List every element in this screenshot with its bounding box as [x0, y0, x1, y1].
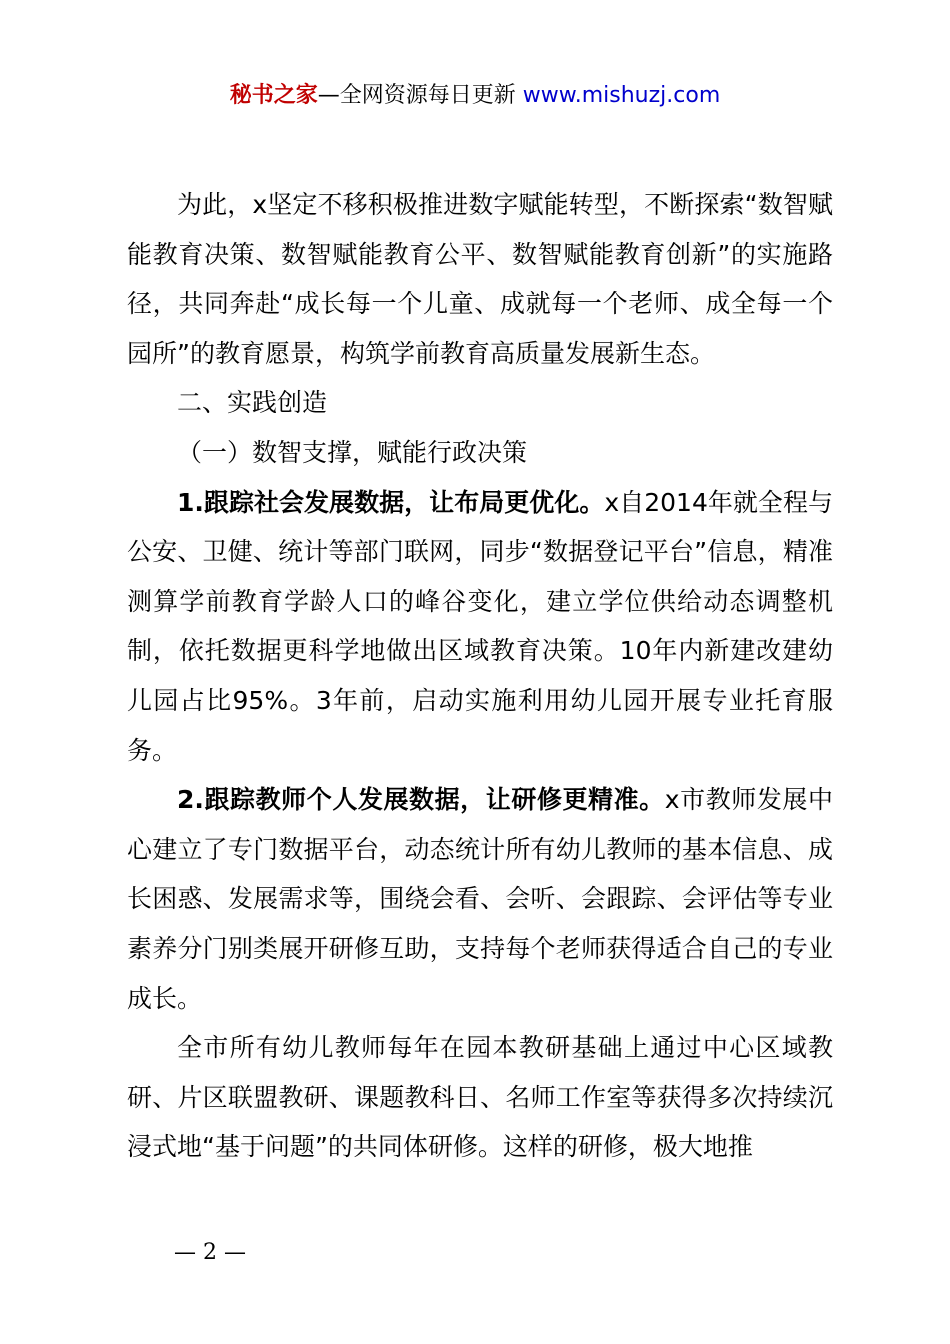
subsection-heading: （一）数智支撑，赋能行政决策 [177, 437, 528, 467]
paragraph: 2.跟踪教师个人发展数据，让研修更精准。x市教师发展中心建立了专门数据平台，动态统计所有幼儿教师的基本信息、成长困惑、发展需求等，围绕会看、会听、会跟踪、会评估等专业素养分门别类展开研修互助，支持每个老师获得适合自己的专业成长。 [127, 785, 833, 1013]
section-heading: 二、实践创造 [177, 388, 328, 418]
paragraph-lead: 2.跟踪教师个人发展数据，让研修更精准。 [177, 785, 665, 815]
paragraph: 全市所有幼儿教师每年在园本教研基础上通过中心区域教研、片区联盟教研、课题教科日、名师工作室等获得多次持续沉浸式地“基于问题”的共同体研修。这样的研修，极大地推 [127, 1033, 833, 1162]
site-brand: 秘书之家 [229, 83, 318, 108]
document-body [127, 180, 833, 1172]
page-number: — 2 — [174, 1240, 246, 1265]
page-header [0, 80, 950, 112]
paragraph: 1.跟踪社会发展数据，让布局更优化。x自2014年就全程与公安、卫健、统计等部门联网，同步“数据登记平台”信息，精准测算学前教育学龄人口的峰谷变化，建立学位供给动态调整机制，依托数据更科学地做出区域教育决策。10年内新建改建幼儿园占比95%。3年前，启动实施利用幼儿园开展专业托育服务。 [127, 487, 833, 765]
site-tagline: —全网资源每日更新 [317, 83, 523, 108]
paragraph: 为此，x坚定不移积极推进数字赋能转型，不断探索“数智赋能教育决策、数智赋能教育公平、数智赋能教育创新”的实施路径，共同奔赴“成长每一个儿童、成就每一个老师、成全每一个园所”的教育愿景，构筑学前教育高质量发展新生态。 [127, 190, 833, 368]
paragraph-lead: 1.跟踪社会发展数据，让布局更优化。 [177, 487, 605, 517]
site-url-link[interactable]: www.mishuzj.com [522, 83, 721, 108]
